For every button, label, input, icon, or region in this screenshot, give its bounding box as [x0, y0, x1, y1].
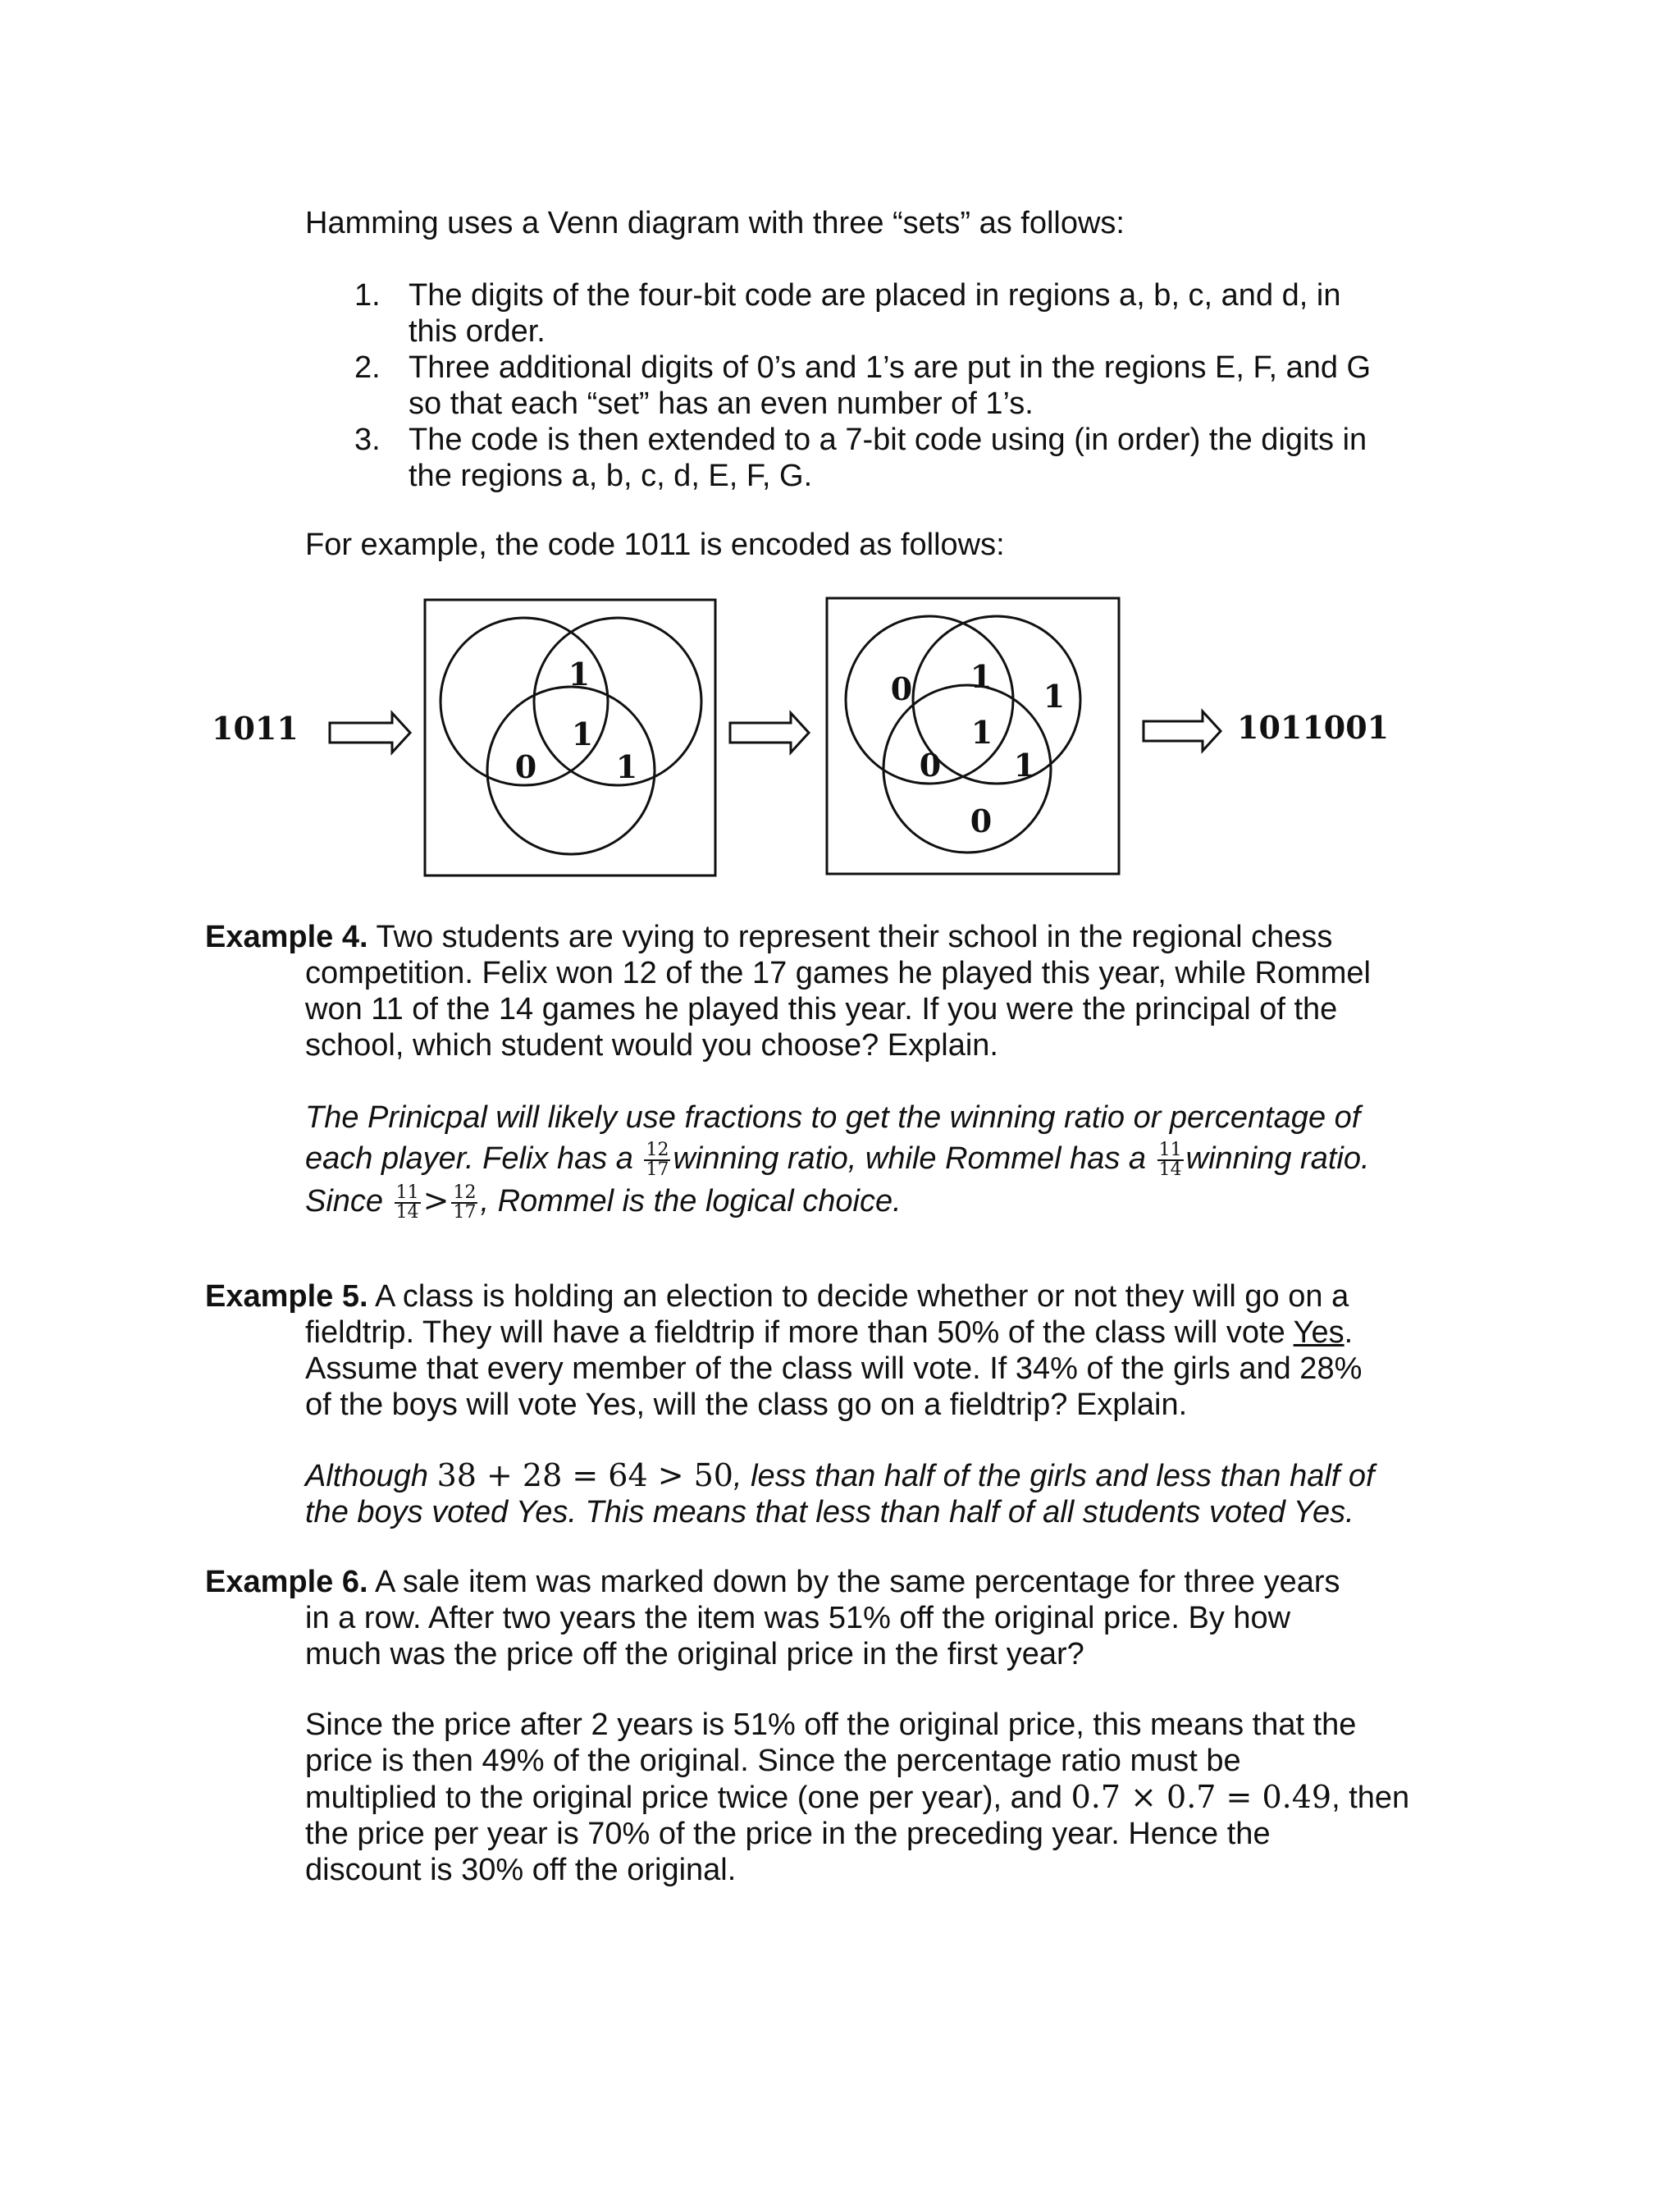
example-4-question — [205, 919, 1371, 1063]
intro-text: Hamming uses a Venn diagram with three “sets” as follows: — [305, 206, 1125, 240]
hamming-venn-figure — [0, 0, 1680, 903]
answer-line: The Prinicpal will likely use fractions to get the winning ratio or percentage of — [305, 1100, 1361, 1135]
input-code-label: 1011 — [212, 710, 299, 747]
example-label: Example 4. — [205, 920, 368, 954]
step-number: 3. — [354, 423, 381, 457]
region-d-digit: 1 — [1013, 747, 1036, 784]
answer-text: winning ratio, while Rommel has a — [673, 1141, 1155, 1176]
region-b-digit: 1 — [571, 716, 594, 752]
fraction-denominator: 17 — [453, 1201, 477, 1223]
example-5-question — [205, 1278, 1362, 1423]
example-label: Example 6. — [205, 1565, 368, 1599]
output-code-label: 1011001 — [1237, 709, 1390, 746]
answer-text: each player. Felix has a — [305, 1141, 642, 1176]
region-a-digit: 1 — [970, 658, 993, 695]
question-line: much was the price off the original price in the first year? — [305, 1637, 1084, 1671]
region-e-digit: 0 — [890, 670, 913, 707]
region-f-digit: 1 — [1043, 678, 1066, 715]
question-line: in a row. After two years the item was 51% off the original price. By how — [305, 1601, 1291, 1635]
question-line: won 11 of the 14 games he played this year. If you were the principal of the — [305, 992, 1338, 1026]
fraction-numerator: 11 — [395, 1182, 419, 1203]
answer-line: discount is 30% off the original. — [305, 1853, 737, 1887]
answer-line — [305, 1182, 1370, 1222]
venn-box-before — [425, 600, 715, 876]
underlined-yes: Yes — [1293, 1315, 1344, 1350]
step-line: so that each “set” has an even number of 1’s. — [409, 386, 1034, 421]
step-line: Three additional digits of 0’s and 1’s are put in the regions E, F, and G — [409, 350, 1372, 385]
region-c-digit: 0 — [919, 747, 942, 784]
question-line: competition. Felix won 12 of the 17 games he played this year, while Rommel — [305, 956, 1371, 990]
answer-line — [305, 1779, 1409, 1816]
answer-line: the price per year is 70% of the price in the preceding year. Hence the — [305, 1817, 1271, 1851]
answer-math: 38 + 28 = 64 > 50 — [436, 1457, 733, 1493]
arrow-icon — [730, 713, 809, 752]
question-line: of the boys will vote Yes, will the class go on a fieldtrip? Explain. — [305, 1388, 1188, 1422]
answer-text: , then — [1331, 1781, 1410, 1815]
arrow-icon — [330, 713, 410, 752]
greater-than-sign: > — [422, 1182, 450, 1218]
step-number: 1. — [354, 278, 381, 313]
answer-line: price is then 49% of the original. Since the percentage ratio must be — [305, 1744, 1241, 1778]
answer-line: Since the price after 2 years is 51% off the original price, this means that the — [305, 1708, 1357, 1742]
fraction-rommel — [395, 1184, 421, 1222]
question-line: A class is holding an election to decide whether or not they will go on a — [375, 1279, 1349, 1314]
question-line: school, which student would you choose? Explain. — [305, 1028, 998, 1063]
answer-text: , Rommel is the logical choice. — [480, 1183, 902, 1218]
region-b-digit: 1 — [970, 714, 993, 751]
fraction-numerator: 11 — [1158, 1139, 1182, 1160]
step-line: the regions a, b, c, d, E, F, G. — [409, 459, 813, 493]
fraction-denominator: 14 — [395, 1201, 419, 1223]
question-text: . — [1344, 1315, 1354, 1350]
region-d-digit: 1 — [615, 748, 638, 785]
step-line: this order. — [409, 314, 546, 349]
answer-line: the boys voted Yes. This means that less than half of all students voted Yes. — [305, 1495, 1354, 1529]
fraction-rommel — [1157, 1141, 1184, 1179]
example-5-answer — [305, 1457, 1375, 1530]
answer-text: Since — [305, 1183, 392, 1218]
question-line: A sale item was marked down by the same percentage for three years — [375, 1565, 1340, 1599]
venn-box-after — [827, 598, 1119, 874]
fraction-felix — [644, 1141, 670, 1179]
step-line: The code is then extended to a 7-bit code using (in order) the digits in — [409, 423, 1367, 457]
question-line — [205, 1314, 1362, 1351]
question-text: fieldtrip. They will have a fieldtrip if more than 50% of the class will vote — [305, 1315, 1294, 1350]
step-number: 2. — [354, 350, 381, 385]
region-a-digit: 1 — [568, 656, 591, 693]
fraction-denominator: 14 — [1158, 1159, 1182, 1180]
answer-line — [305, 1457, 1375, 1494]
answer-text: multiplied to the original price twice (one per year), and — [305, 1781, 1071, 1815]
example-6-question — [205, 1564, 1340, 1672]
example-6-answer — [305, 1707, 1409, 1888]
example-label: Example 5. — [205, 1279, 368, 1314]
question-line: Assume that every member of the class will vote. If 34% of the girls and 28% — [305, 1351, 1363, 1386]
fraction-felix — [451, 1184, 477, 1222]
region-g-digit: 0 — [970, 802, 993, 839]
fraction-denominator: 17 — [646, 1159, 669, 1180]
fraction-numerator: 12 — [453, 1182, 477, 1203]
example-4-answer — [305, 1100, 1370, 1222]
region-c-digit: 0 — [514, 748, 537, 785]
answer-line — [305, 1141, 1370, 1179]
question-line: Two students are vying to represent their school in the regional chess — [376, 920, 1333, 954]
arrow-icon — [1144, 711, 1221, 751]
answer-math: 0.7 × 0.7 = 0.49 — [1071, 1779, 1332, 1815]
answer-text: Although — [305, 1459, 437, 1493]
step-line: The digits of the four-bit code are placed in regions a, b, c, and d, in — [409, 278, 1341, 313]
example-intro-text: For example, the code 1011 is encoded as follows: — [305, 528, 1005, 562]
answer-text: , less than half of the girls and less than half of — [733, 1459, 1375, 1493]
fraction-numerator: 12 — [646, 1139, 669, 1160]
answer-text: winning ratio. — [1185, 1141, 1370, 1176]
